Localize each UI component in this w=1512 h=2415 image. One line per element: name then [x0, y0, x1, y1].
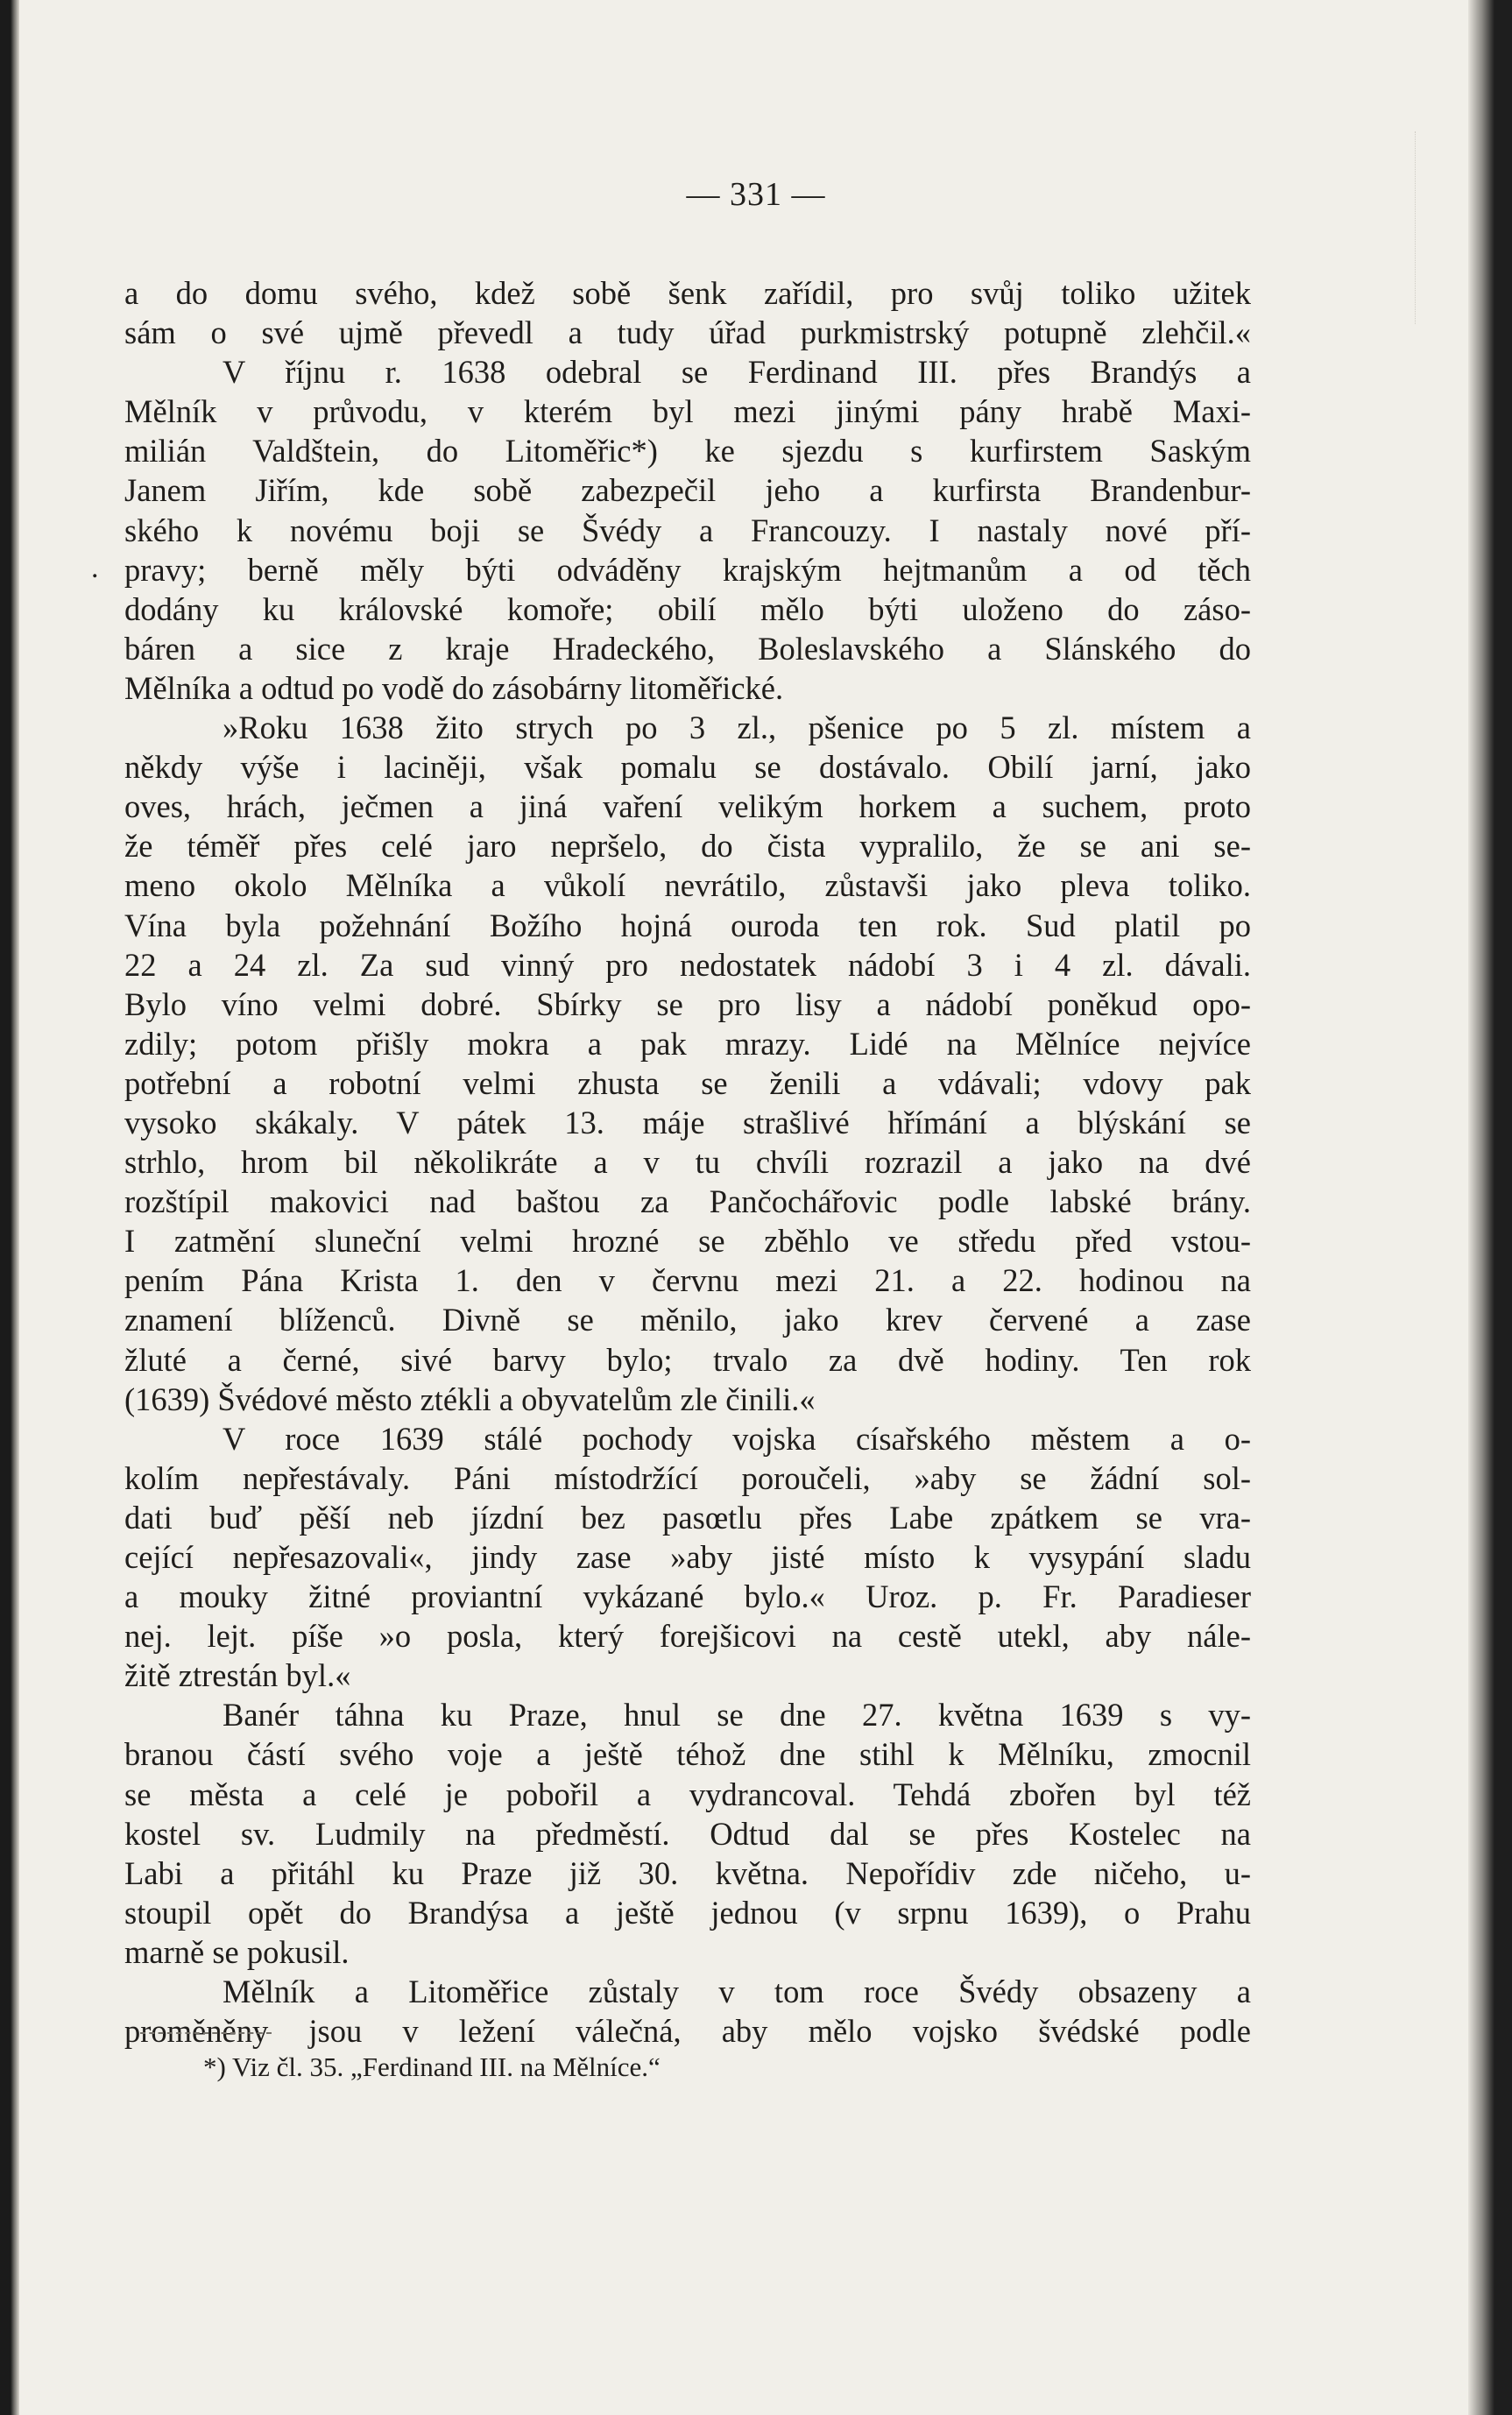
footnote: *) Viz čl. 35. „Ferdinand III. na Mělníce.“ — [203, 2051, 661, 2082]
text-line: báren a sice z kraje Hradeckého, Boleslavského a Slánského do — [124, 630, 1251, 667]
page-number: — 331 — — [686, 176, 826, 213]
text-line: V roce 1639 stálé pochody vojska císařského městem a o- — [223, 1420, 1251, 1457]
text-line: kostel sv. Ludmily na předměstí. Odtud dal se přes Kostelec na — [124, 1815, 1251, 1852]
text-line: oves, hrách, ječmen a jiná vaření velikým horkem a suchem, proto — [124, 788, 1251, 825]
text-line: »Roku 1638 žito strych po 3 zl., pšenice po 5 zl. místem a — [223, 710, 1251, 746]
text-line: 22 a 24 zl. Za sud vinný pro nedostatek nádobí 3 i 4 zl. dávali. — [124, 946, 1251, 983]
text-line: dodány ku královské komoře; obilí mělo býti uloženo do záso- — [124, 590, 1251, 627]
text-line: (1639) Švédové město ztékli a obyvatelům zle činili.« — [124, 1381, 816, 1417]
text-line: V říjnu r. 1638 odebral se Ferdinand III. přes Brandýs a — [223, 354, 1251, 391]
text-line: stoupil opět do Brandýsa a ještě jednou (v srpnu 1639), o Prahu — [124, 1894, 1251, 1931]
text-line: Banér táhna ku Praze, hnul se dne 27. května 1639 s vy- — [223, 1697, 1251, 1734]
text-line: Labi a přitáhl ku Praze již 30. května. Nepořídiv zde ničeho, u- — [124, 1854, 1251, 1891]
scan-artifact — [1415, 131, 1451, 324]
text-line: marně se pokusil. — [124, 1933, 350, 1970]
text-line: cející nepřesazovali«, jindy zase »aby jisté místo k vysypání sladu — [124, 1539, 1251, 1575]
text-line: že téměř přes celé jaro nepršelo, do čista vypralilo, že se ani se- — [124, 828, 1251, 865]
text-line: I zatmění sluneční velmi hrozné se zběhlo ve středu před vstou- — [124, 1223, 1251, 1260]
body-text — [124, 273, 1251, 2051]
text-line: potřební a robotní velmi zhusta se ženili a vdávali; vdovy pak — [124, 1064, 1251, 1101]
text-line: se města a celé je pobořil a vydrancoval. Tehdá zbořen byl též — [124, 1776, 1251, 1812]
text-line: vysoko skákaly. V pátek 13. máje strašlivé hřímání a blýskání se — [124, 1104, 1251, 1140]
text-line: Janem Jiřím, kde sobě zabezpečil jeho a kurfirsta Brandenbur- — [124, 472, 1251, 509]
footnote-separator — [140, 2032, 272, 2034]
text-line: Mělník v průvodu, v kterém byl mezi jinými pány hrabě Maxi- — [124, 393, 1251, 430]
text-line: žluté a černé, sivé barvy bylo; trvalo za dvě hodiny. Ten rok — [124, 1341, 1251, 1378]
text-line: a mouky žitné proviantní vykázané bylo.« Uroz. p. Fr. Paradieser — [124, 1578, 1251, 1615]
margin-mark: . — [91, 552, 99, 584]
scan-left-edge — [0, 0, 19, 2415]
text-line: a do domu svého, kdež sobě šenk zařídil, pro svůj toliko užitek — [124, 275, 1251, 311]
text-line: branou částí svého voje a ještě téhož dne stihl k Mělníku, zmocnil — [124, 1736, 1251, 1773]
text-line: nej. lejt. píše »o posla, který forejšicovi na cestě utekl, aby nále- — [124, 1618, 1251, 1655]
text-line: kolím nepřestávaly. Páni místodržící poroučeli, »aby se žádní sol- — [124, 1459, 1251, 1496]
scan-right-edge — [1468, 0, 1512, 2415]
text-line: Mělník a Litoměřice zůstaly v tom roce Švédy obsazeny a — [223, 1974, 1251, 2010]
text-line: znamení blíženců. Divně se měnilo, jako krev červené a zase — [124, 1302, 1251, 1338]
text-line: někdy výše i laciněji, však pomalu se dostávalo. Obilí jarní, jako — [124, 749, 1251, 786]
text-line: ského k novému boji se Švédy a Francouzy. I nastaly nové pří- — [124, 512, 1251, 548]
text-line: zdily; potom přišly mokra a pak mrazy. Lidé na Mělníce nejvíce — [124, 1025, 1251, 1062]
text-line: proměněny jsou v ležení válečná, aby mělo vojsko švédské podle — [124, 2013, 1251, 2050]
text-line: meno okolo Mělníka a vůkolí nevrátilo, zůstavši jako pleva toliko. — [124, 867, 1251, 904]
text-line: strhlo, hrom bil několikráte a v tu chvíli rozrazil a jako na dvé — [124, 1144, 1251, 1181]
text-line: dati buď pěší neb jízdní bez pasœtlu přes Labe zpátkem se vra- — [124, 1499, 1251, 1536]
text-line: žitě ztrestán byl.« — [124, 1657, 351, 1694]
text-line: milián Valdštein, do Litoměřic*) ke sjezdu s kurfirstem Saským — [124, 433, 1251, 470]
text-line: rozštípil makovici nad baštou za Pančochářovic podle labské brány. — [124, 1183, 1251, 1220]
text-line: Bylo víno velmi dobré. Sbírky se pro lisy a nádobí poněkud opo- — [124, 985, 1251, 1022]
text-line: pravy; berně měly býti odváděny krajským hejtmanům a od těch — [124, 551, 1251, 588]
text-line: Vína byla požehnání Božího hojná ouroda ten rok. Sud platil po — [124, 907, 1251, 943]
text-line: Mělníka a odtud po vodě do zásobárny litoměřické. — [124, 669, 784, 706]
text-line: pením Pána Krista 1. den v červnu mezi 21. a 22. hodinou na — [124, 1262, 1251, 1299]
text-line: sám o své ujmě převedl a tudy úřad purkmistrský potupně zlehčil.« — [124, 314, 1251, 351]
